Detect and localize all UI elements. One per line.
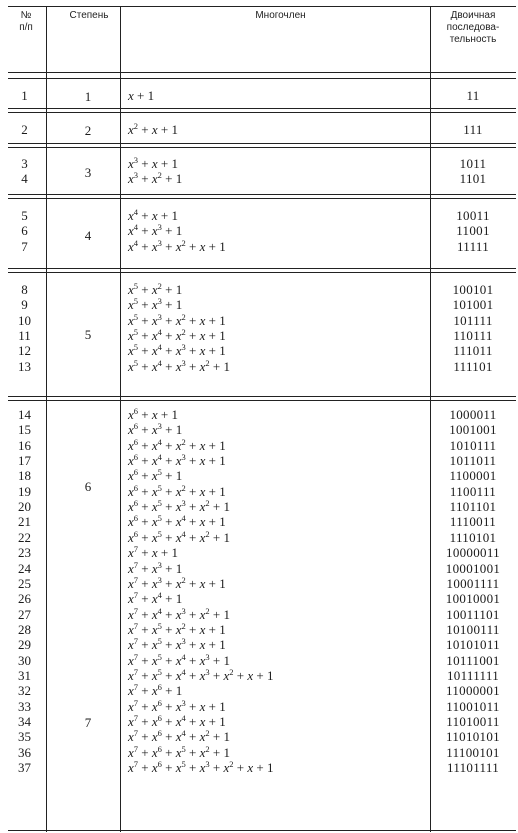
table-row [8, 359, 516, 374]
section-top-border [8, 147, 516, 148]
degree-label: 7 [84, 715, 92, 730]
table-row [8, 499, 516, 514]
row-polynomial: $x^7 + x^4 + 1$ [128, 590, 183, 607]
row-number: 14 [18, 407, 31, 422]
row-polynomial: $x^7 + x^5 + x^3 + x + 1$ [128, 636, 226, 653]
header-binary-line: Двоичная [450, 10, 496, 21]
table-row [8, 545, 516, 560]
table-row [8, 699, 516, 714]
row-binary-sequence: 10011 [456, 208, 490, 223]
row-binary-sequence: 10001111 [446, 575, 500, 591]
table-row [8, 760, 516, 775]
row-polynomial: $x^6 + x^3 + 1$ [128, 421, 183, 438]
row-binary-sequence: 11 [466, 88, 480, 103]
row-polynomial: $x^4 + x^3 + 1$ [128, 222, 183, 239]
row-polynomial: $x^5 + x^4 + x^3 + x + 1$ [128, 342, 226, 359]
row-polynomial: $x^6 + x^4 + x^2 + x + 1$ [128, 436, 226, 453]
row-number: 15 [18, 422, 31, 438]
row-number: 6 [21, 223, 28, 239]
table-bottom-border [8, 830, 516, 831]
row-number: 8 [21, 282, 28, 297]
row-binary-sequence: 10111001 [446, 652, 500, 668]
row-polynomial: $x^7 + x^6 + x^4 + x + 1$ [128, 713, 226, 729]
degree-label: 5 [84, 327, 92, 342]
row-polynomial: $x^6 + x^5 + x^4 + x^2 + 1$ [128, 528, 230, 545]
section-top-border [8, 198, 516, 199]
row-number: 5 [21, 208, 28, 223]
row-polynomial: $x^7 + x^5 + x^4 + x^3 + x^2 + x + 1$ [128, 666, 274, 683]
row-number: 30 [18, 652, 31, 668]
table-row [8, 313, 516, 328]
row-number: 7 [21, 238, 28, 254]
row-binary-sequence: 10000011 [446, 545, 500, 561]
polynomial-table [8, 6, 516, 832]
row-number: 12 [18, 343, 31, 359]
row-binary-sequence: 101111 [453, 312, 493, 328]
row-number: 34 [18, 714, 31, 729]
degree-label: 2 [84, 123, 92, 138]
row-binary-sequence: 1101101 [449, 499, 497, 515]
table-row [8, 208, 516, 223]
degree-label: 6 [84, 479, 92, 494]
row-number: 2 [21, 122, 28, 137]
row-binary-sequence: 1100111 [449, 483, 497, 499]
section-top-border [8, 272, 516, 273]
row-number: 9 [21, 297, 28, 313]
row-binary-sequence: 1110011 [449, 514, 497, 530]
row-number: 11 [18, 328, 31, 344]
row-binary-sequence: 11001011 [446, 698, 500, 714]
row-binary-sequence: 1110101 [449, 529, 497, 545]
header-binary-sequence [430, 10, 516, 46]
row-polynomial: $x^7 + x^6 + x^3 + x + 1$ [128, 697, 226, 714]
row-number: 17 [18, 453, 31, 469]
row-number: 23 [18, 545, 31, 561]
row-polynomial: x + 1 [128, 88, 155, 103]
row-polynomial: $x^7 + x^6 + x^4 + x^2 + 1$ [128, 728, 230, 745]
degree-label: 3 [84, 165, 92, 180]
header-bottom-border [8, 72, 516, 73]
row-number: 22 [18, 529, 31, 545]
row-polynomial: $x^5 + x^4 + x^2 + x + 1$ [128, 327, 226, 344]
row-polynomial: $x^4 + x^3 + x^2 + x + 1$ [128, 237, 226, 254]
row-binary-sequence: 111101 [453, 358, 493, 374]
table-row [8, 514, 516, 529]
table-row [8, 576, 516, 591]
table-row [8, 297, 516, 312]
row-polynomial: $x^6 + x^4 + x^3 + x + 1$ [128, 452, 226, 469]
row-binary-sequence: 11001 [456, 223, 490, 239]
table-row [8, 530, 516, 545]
row-binary-sequence: 10101011 [446, 637, 500, 653]
row-number: 33 [18, 698, 31, 714]
row-number: 13 [18, 358, 31, 374]
row-binary-sequence: 1010111 [449, 437, 497, 453]
row-binary-sequence: 100101 [452, 282, 494, 297]
degree-label: 1 [84, 89, 92, 104]
table-row [8, 637, 516, 652]
row-binary-sequence: 1011 [459, 156, 487, 171]
section-bottom-border [8, 194, 516, 195]
section-bottom-border [8, 108, 516, 109]
row-number: 26 [18, 591, 31, 607]
row-binary-sequence: 1000011 [449, 407, 497, 422]
degree-label: 4 [84, 228, 92, 243]
header-number-line: № [20, 10, 32, 21]
row-binary-sequence: 1011011 [449, 453, 497, 469]
row-number: 1 [21, 88, 28, 103]
table-row [8, 729, 516, 744]
table-row [8, 561, 516, 576]
section-top-border [8, 78, 516, 79]
row-binary-sequence: 111011 [453, 343, 493, 359]
row-binary-sequence: 10010001 [445, 591, 501, 607]
table-row [8, 622, 516, 637]
row-binary-sequence: 10011101 [446, 606, 500, 622]
row-polynomial: $x^7 + x^3 + 1$ [128, 559, 183, 576]
table-row [8, 653, 516, 668]
header-polynomial [128, 10, 433, 22]
row-binary-sequence: 10100111 [446, 621, 500, 637]
row-number: 18 [18, 468, 31, 484]
row-number: 10 [18, 312, 31, 328]
row-number: 3 [21, 156, 28, 171]
row-number: 19 [18, 483, 31, 499]
table-row [8, 591, 516, 606]
header-degree-line: Степень [69, 10, 109, 21]
row-binary-sequence: 11111 [456, 238, 490, 254]
row-number: 4 [21, 171, 28, 187]
row-number: 21 [18, 514, 31, 530]
table-row [8, 407, 516, 422]
row-polynomial: $x^5 + x^3 + 1$ [128, 296, 183, 313]
row-polynomial: $x^6 + x^5 + 1$ [128, 467, 183, 484]
row-polynomial: $x^7 + x^6 + x^5 + x^3 + x^2 + x + 1$ [128, 759, 274, 776]
header-number [8, 10, 44, 34]
section-top-border [8, 112, 516, 113]
row-number: 20 [18, 499, 31, 515]
row-number: 35 [18, 729, 31, 745]
row-polynomial: $x^6 + x^5 + x^3 + x^2 + 1$ [128, 498, 230, 515]
row-binary-sequence: 11010011 [446, 714, 500, 729]
table-row [8, 343, 516, 358]
row-binary-sequence: 101001 [452, 297, 494, 313]
row-polynomial: $x^5 + x^3 + x^2 + x + 1$ [128, 311, 226, 328]
table-row [8, 607, 516, 622]
row-binary-sequence: 11010101 [446, 729, 500, 745]
row-polynomial: $x^5 + x^4 + x^3 + x^2 + 1$ [128, 357, 230, 374]
row-polynomial: $x^7 + x^6 + 1$ [128, 682, 183, 699]
section-top-border [8, 400, 516, 401]
row-polynomial: $x^3 + x^2 + 1$ [128, 170, 183, 187]
row-binary-sequence: 11101111 [447, 760, 499, 776]
row-number: 27 [18, 606, 31, 622]
header-number-line: п/п [19, 22, 33, 33]
header-binary-line: последова- [446, 22, 500, 33]
table-row [8, 683, 516, 698]
header-binary-line: тельность [449, 34, 497, 45]
table-row [8, 438, 516, 453]
row-number: 36 [18, 744, 31, 760]
row-number: 25 [18, 575, 31, 591]
row-number: 29 [18, 637, 31, 653]
row-number: 32 [18, 683, 31, 699]
row-binary-sequence: 10111111 [447, 667, 499, 683]
table-top-border [8, 6, 516, 7]
row-binary-sequence: 10001001 [445, 560, 501, 576]
section-bottom-border [8, 143, 516, 144]
row-binary-sequence: 111 [463, 122, 483, 137]
row-polynomial: $x^5 + x^2 + 1$ [128, 281, 183, 297]
row-polynomial: $x^3 + x + 1$ [128, 155, 178, 171]
header-polynomial-line: Многочлен [255, 10, 306, 21]
row-number: 31 [18, 667, 31, 683]
section-bottom-border [8, 268, 516, 269]
row-polynomial: $x^7 + x^6 + x^5 + x^2 + 1$ [128, 743, 230, 760]
row-polynomial: $x^7 + x + 1$ [128, 544, 178, 561]
row-polynomial: $x^7 + x^3 + x^2 + x + 1$ [128, 574, 226, 591]
section-bottom-border [8, 396, 516, 397]
row-polynomial: $x^6 + x + 1$ [128, 406, 178, 422]
row-polynomial: $x^7 + x^5 + x^4 + x^3 + 1$ [128, 651, 230, 668]
row-polynomial: $x^7 + x^4 + x^3 + x^2 + 1$ [128, 605, 230, 622]
row-binary-sequence: 1101 [459, 171, 487, 187]
row-binary-sequence: 1001001 [449, 422, 497, 438]
row-binary-sequence: 11000001 [446, 683, 500, 699]
row-polynomial: $x^6 + x^5 + x^2 + x + 1$ [128, 482, 226, 499]
table-row [8, 422, 516, 437]
row-binary-sequence: 11100101 [446, 744, 500, 760]
table-row [8, 282, 516, 297]
row-number: 16 [18, 437, 31, 453]
row-number: 24 [18, 560, 31, 576]
row-binary-sequence: 110111 [453, 328, 493, 344]
row-polynomial: $x^7 + x^5 + x^2 + x + 1$ [128, 620, 226, 637]
table-row [8, 453, 516, 468]
row-number: 28 [18, 621, 31, 637]
table-row [8, 745, 516, 760]
row-binary-sequence: 1100001 [449, 468, 497, 484]
row-polynomial: $x^2 + x + 1$ [128, 121, 178, 137]
row-polynomial: $x^4 + x + 1$ [128, 207, 178, 223]
row-number: 37 [18, 760, 31, 776]
row-polynomial: $x^6 + x^5 + x^4 + x + 1$ [128, 513, 226, 530]
table-row [8, 668, 516, 683]
header-degree [54, 10, 124, 22]
